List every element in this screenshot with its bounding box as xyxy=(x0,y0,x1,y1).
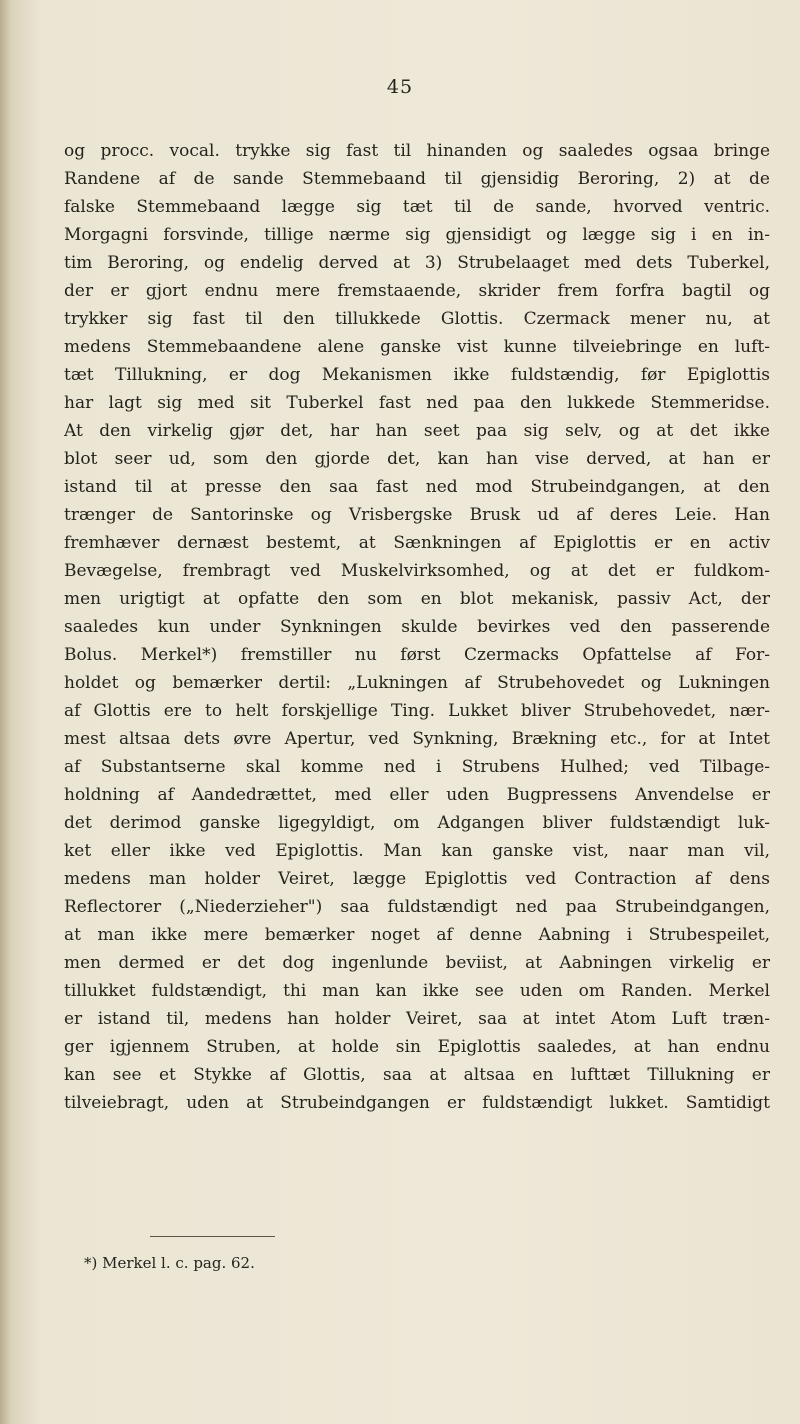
text-line: af Glottis ere to helt forskjellige Ting. Lukket bliver Strubehovedet, nær- xyxy=(64,701,770,721)
text-line: ket eller ikke ved Epiglottis. Man kan ganske vist, naar man vil, xyxy=(64,841,770,861)
text-line: ger igjennem Struben, at holde sin Epiglottis saaledes, at han endnu xyxy=(64,1037,770,1057)
text-line: holdet og bemærker dertil: „Lukningen af Strubehovedet og Lukningen xyxy=(64,673,770,693)
text-line: har lagt sig med sit Tuberkel fast ned paa den lukkede Stemmeridse. xyxy=(64,393,770,413)
text-line: er istand til, medens han holder Veiret, saa at intet Atom Luft træn- xyxy=(64,1009,770,1029)
text-line: Randene af de sande Stemmebaand til gjensidig Beroring, 2) at de xyxy=(64,169,770,189)
text-line: af Substantserne skal komme ned i Strubens Hulhed; ved Tilbage- xyxy=(64,757,770,777)
page-number: 45 xyxy=(386,76,414,98)
text-line: og procc. vocal. trykke sig fast til hinanden og saaledes ogsaa bringe xyxy=(64,141,770,161)
text-line: kan see et Stykke af Glottis, saa at altsaa en lufttæt Tillukning er xyxy=(64,1065,770,1085)
text-line: falske Stemmebaand lægge sig tæt til de sande, hvorved ventric. xyxy=(64,197,770,217)
body-text xyxy=(64,137,770,1117)
page-spine-shadow xyxy=(0,0,10,1424)
footnote: *) Merkel l. c. pag. 62. xyxy=(84,1254,255,1272)
text-line: mest altsaa dets øvre Apertur, ved Synkning, Brækning etc., for at Intet xyxy=(64,729,770,749)
text-line: saaledes kun under Synkningen skulde bevirkes ved den passerende xyxy=(64,617,770,637)
text-line: blot seer ud, som den gjorde det, kan han vise derved, at han er xyxy=(64,449,770,469)
text-line: tim Beroring, og endelig derved at 3) Strubelaaget med dets Tuberkel, xyxy=(64,253,770,273)
text-line: At den virkelig gjør det, har han seet paa sig selv, og at det ikke xyxy=(64,421,770,441)
footnote-divider xyxy=(150,1236,275,1237)
text-line: medens Stemmebaandene alene ganske vist kunne tilveiebringe en luft- xyxy=(64,337,770,357)
text-line: det derimod ganske ligegyldigt, om Adgangen bliver fuldstændigt luk- xyxy=(64,813,770,833)
text-line: istand til at presse den saa fast ned mod Strubeindgangen, at den xyxy=(64,477,770,497)
text-line: Morgagni forsvinde, tillige nærme sig gjensidigt og lægge sig i en in- xyxy=(64,225,770,245)
text-line: at man ikke mere bemærker noget af denne Aabning i Strubespeilet, xyxy=(64,925,770,945)
text-line: der er gjort endnu mere fremstaaende, skrider frem forfra bagtil og xyxy=(64,281,770,301)
text-line: medens man holder Veiret, lægge Epiglottis ved Contraction af dens xyxy=(64,869,770,889)
text-line: holdning af Aandedrættet, med eller uden Bugpressens Anvendelse er xyxy=(64,785,770,805)
text-line: tæt Tillukning, er dog Mekanismen ikke fuldstændig, før Epiglottis xyxy=(64,365,770,385)
text-line: Reflectorer („Niederzieher") saa fuldstændigt ned paa Strubeindgangen, xyxy=(64,897,770,917)
text-line: trykker sig fast til den tillukkede Glottis. Czermack mener nu, at xyxy=(64,309,770,329)
text-line: men urigtigt at opfatte den som en blot mekanisk, passiv Act, der xyxy=(64,589,770,609)
text-line: Bolus. Merkel*) fremstiller nu først Czermacks Opfattelse af For- xyxy=(64,645,770,665)
text-line: Bevægelse, frembragt ved Muskelvirksomhed, og at det er fuldkom- xyxy=(64,561,770,581)
text-line: trænger de Santorinske og Vrisbergske Brusk ud af deres Leie. Han xyxy=(64,505,770,525)
text-line: men dermed er det dog ingenlunde beviist, at Aabningen virkelig er xyxy=(64,953,770,973)
text-line: tillukket fuldstændigt, thi man kan ikke see uden om Randen. Merkel xyxy=(64,981,770,1001)
text-line: tilveiebragt, uden at Strubeindgangen er fuldstændigt lukket. Samtidigt xyxy=(64,1093,770,1113)
text-line: fremhæver dernæst bestemt, at Sænkningen af Epiglottis er en activ xyxy=(64,533,770,553)
